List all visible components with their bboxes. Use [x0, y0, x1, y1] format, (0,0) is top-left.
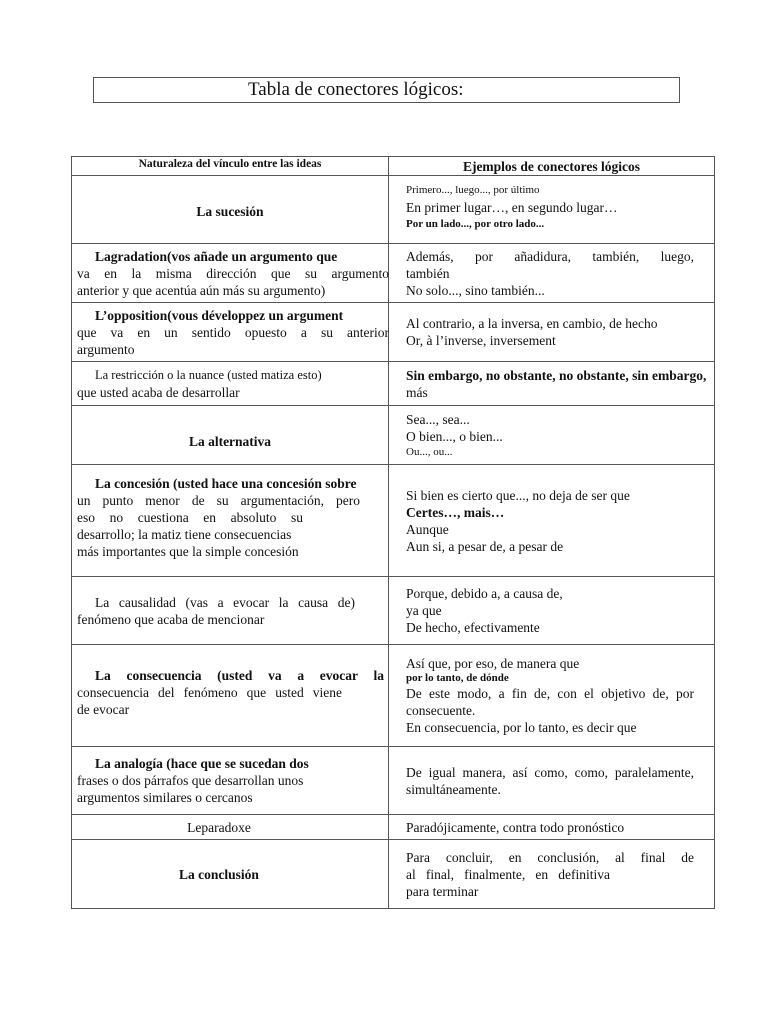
example-line: Or, à l’inverse, inversement: [406, 333, 556, 348]
examples-cell: [389, 747, 715, 815]
example-line: O bien..., o bien...: [406, 429, 503, 444]
examples-cell: [389, 303, 715, 362]
example-line: Para concluir, en conclusión, al final de: [406, 849, 694, 865]
examples-cell: [389, 465, 715, 577]
nature-cell: [72, 303, 389, 362]
nature-text: de evocar: [77, 702, 130, 717]
nature-label: La conclusión: [179, 866, 259, 882]
nature-text: que usted acaba de desarrollar: [77, 384, 240, 400]
nature-label: Leparadoxe: [187, 819, 251, 835]
example-line: Aunque: [406, 521, 449, 537]
nature-label: La analogía (hace que se sucedan dos: [95, 756, 309, 771]
example-line: Si bien es cierto que..., no deja de ser que: [406, 487, 630, 503]
example-line: al final, finalmente, en definitiva: [406, 866, 610, 882]
example-line: consecuente.: [406, 703, 476, 718]
examples-cell: [389, 244, 715, 303]
table-row: [72, 815, 715, 840]
table-row: [72, 303, 715, 362]
nature-text: un punto menor de su argumentación, pero: [77, 493, 360, 508]
table-row: [72, 840, 715, 909]
example-line: Sin embargo, no obstante, no obstante, sin embargo,: [406, 367, 707, 383]
example-line: más: [406, 384, 428, 400]
header-examples-label: Ejemplos de conectores lógicos: [462, 159, 641, 174]
table-row: [72, 362, 715, 406]
nature-label: La concesión (usted hace una concesión sobre: [95, 476, 357, 491]
example-line: Primero..., luego..., por último: [406, 184, 540, 196]
examples-cell: [389, 577, 715, 645]
example-line: Por un lado..., por otro lado...: [406, 218, 545, 230]
nature-cell: [72, 747, 389, 815]
nature-label: La restricción o la nuance (usted matiza esto): [95, 367, 322, 382]
examples-cell: [389, 815, 715, 840]
nature-cell: [72, 465, 389, 577]
nature-text: más importantes que la simple concesión: [77, 544, 299, 559]
connectors-table: [71, 156, 715, 909]
table-row: [72, 577, 715, 645]
examples-cell: [389, 362, 715, 406]
nature-text: eso no cuestiona en absoluto su: [77, 510, 303, 525]
examples-cell: [389, 840, 715, 909]
nature-label: Lagradation(vos añade un argumento que: [95, 248, 338, 264]
nature-label: La causalidad (vas a evocar la causa de): [95, 594, 355, 610]
example-line: En consecuencia, por lo tanto, es decir que: [406, 720, 637, 735]
example-line: Ou..., ou...: [406, 446, 453, 458]
table-row: [72, 406, 715, 465]
nature-cell: [72, 244, 389, 303]
header-cell-nature: [72, 157, 389, 176]
nature-text: anterior y que acentúa aún más su argumento): [77, 282, 326, 298]
example-line: Paradójicamente, contra todo pronóstico: [406, 819, 625, 835]
example-line: para terminar: [406, 883, 479, 899]
nature-label: La consecuencia (usted va a evocar la: [95, 668, 384, 683]
examples-cell: [389, 176, 715, 244]
table-row: [72, 244, 715, 303]
example-line: Así que, por eso, de manera que: [406, 656, 580, 671]
example-line: Porque, debido a, a causa de,: [406, 586, 563, 601]
nature-cell: [72, 815, 389, 840]
example-line: De igual manera, así como, como, paralelamente,: [406, 764, 694, 780]
example-line: De este modo, a fin de, con el objetivo de, por: [406, 686, 694, 701]
example-line: Certes…, mais…: [406, 504, 505, 520]
table-header-row: [72, 157, 715, 176]
nature-text: que va en un sentido opuesto a su anterior: [77, 324, 389, 340]
example-line: Además, por añadidura, también, luego,: [406, 248, 694, 264]
example-line: simultáneamente.: [406, 781, 501, 797]
nature-text: va en la misma dirección que su argumento: [77, 265, 389, 281]
title-box: [93, 77, 680, 103]
nature-cell: [72, 840, 389, 909]
nature-text: argumentos similares o cercanos: [77, 790, 253, 805]
nature-cell: [72, 362, 389, 406]
nature-label: La sucesión: [196, 204, 264, 219]
example-line: No solo..., sino también...: [406, 282, 545, 298]
nature-cell: [72, 577, 389, 645]
table-row: [72, 747, 715, 815]
example-line: Aun si, a pesar de, a pesar de: [406, 538, 564, 554]
nature-text: consecuencia del fenómeno que usted viene: [77, 685, 342, 700]
nature-text: frases o dos párrafos que desarrollan unos: [77, 773, 304, 788]
nature-label: La alternativa: [188, 433, 272, 449]
nature-cell: [72, 406, 389, 465]
example-line: Al contrario, a la inversa, en cambio, de hecho: [406, 316, 658, 331]
example-line: En primer lugar…, en segundo lugar…: [406, 200, 618, 215]
nature-cell: [72, 645, 389, 747]
header-cell-examples: [389, 157, 715, 176]
examples-cell: [389, 406, 715, 465]
header-nature-label: Naturaleza del vínculo entre las ideas: [138, 158, 322, 170]
table-row: [72, 465, 715, 577]
nature-label: L’opposition(vous développez un argument: [95, 307, 344, 323]
example-line: ya que: [406, 603, 442, 618]
examples-cell: [389, 645, 715, 747]
example-line: por lo tanto, de dónde: [406, 672, 509, 684]
example-line: también: [406, 265, 450, 281]
nature-text: fenómeno que acaba de mencionar: [77, 611, 265, 627]
nature-text: argumento: [77, 341, 135, 357]
example-line: Sea..., sea...: [406, 412, 470, 427]
nature-text: desarrollo; la matiz tiene consecuencias: [77, 527, 292, 542]
page-title: Tabla de conectores lógicos:: [248, 79, 464, 100]
table-row: [72, 176, 715, 244]
nature-cell: [72, 176, 389, 244]
example-line: De hecho, efectivamente: [406, 620, 540, 635]
table-row: [72, 645, 715, 747]
